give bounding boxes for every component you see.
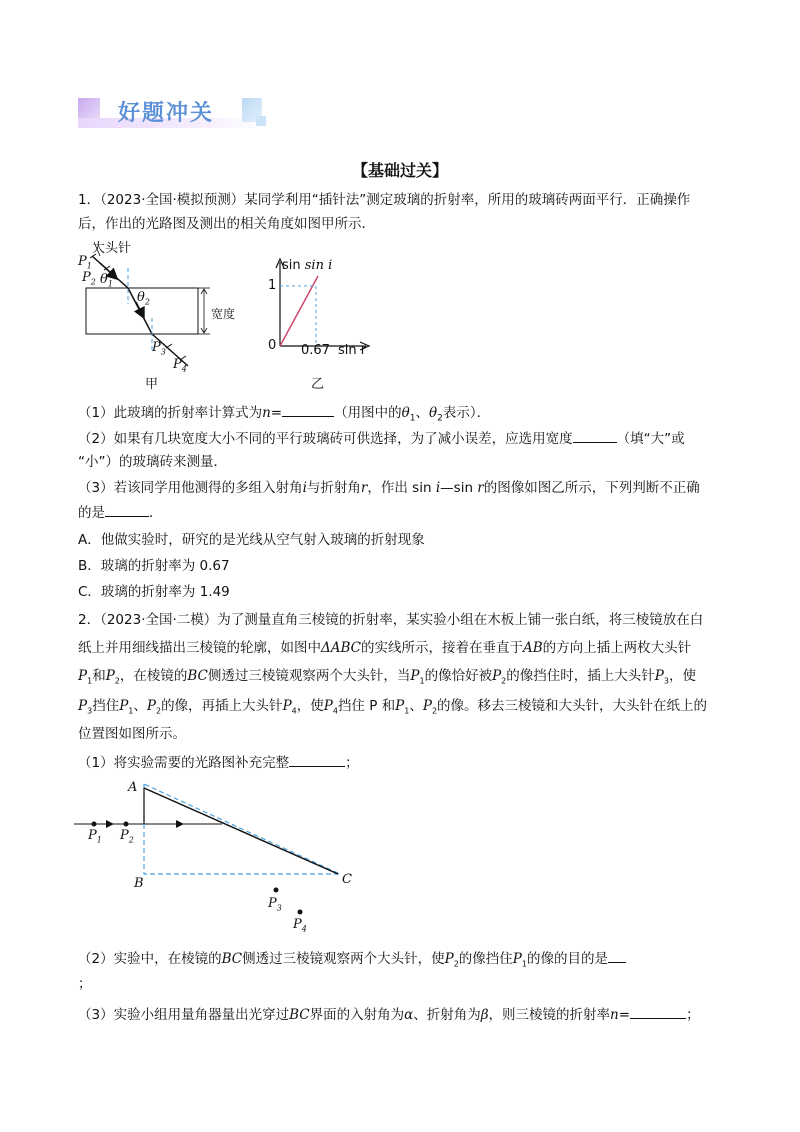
q2-stem-line1: 2．（2023·全国·二模）为了测量直角三棱镜的折射率，某实验小组在木板上铺一张白纸，将三棱镜放在白 bbox=[78, 612, 704, 628]
answer-blank[interactable] bbox=[608, 948, 626, 963]
vertex-c-label: C bbox=[342, 872, 352, 887]
prism-p4-label: $P_4$ bbox=[293, 917, 307, 934]
pin-p1 bbox=[92, 822, 97, 827]
answer-blank[interactable] bbox=[573, 428, 617, 443]
fig-p1-label: $P_1$ bbox=[78, 254, 92, 271]
fig-theta1-label: $\theta_1$ bbox=[100, 272, 113, 289]
fig-jia-caption: 甲 bbox=[145, 377, 159, 392]
fig-p4-label: $P_4$ bbox=[173, 357, 187, 374]
fig-p2-label: $P_2$ bbox=[82, 270, 96, 287]
q2-stem-line5: 位置图如图所示。 bbox=[78, 726, 186, 742]
header-banner bbox=[78, 96, 268, 134]
q1-option-a: A．他做实验时，研究的是光线从空气射入玻璃的折射现象 bbox=[78, 532, 425, 548]
q2-sub2: （2）实验中，在棱镜的BC侧透过三棱镜观察两个大头针，使$P_2$的像挡住$P_1$的像的目的是 bbox=[78, 948, 626, 975]
q2-stem-line3: $P_1$和$P_2$，在棱镜的BC侧透过三棱镜观察两个大头针，当$P_1$的像恰好被$P_2$的像挡住时，插上大头针$P_3$，使 bbox=[78, 668, 696, 686]
vertex-b-label: B bbox=[134, 876, 144, 891]
header-title: 好题冲关 bbox=[118, 101, 215, 126]
yi-xtick: 0.67 bbox=[301, 343, 330, 358]
answer-blank[interactable] bbox=[289, 752, 345, 767]
section-title: 【基础过关】 bbox=[351, 161, 448, 180]
q1-sub3-line2: 的是 ． bbox=[78, 502, 163, 523]
width-label: 宽度 bbox=[211, 307, 236, 321]
q2-stem-line2: 纸上并用细线描出三棱镜的轮廓，如图中ΔABC的实线所示，接着在垂直于AB的方向上插上两枚大头针 bbox=[78, 640, 692, 656]
prism-p1-label: $P_1$ bbox=[88, 828, 102, 845]
q1-stem-line1: 1．（2023·全国·模拟预测）某同学利用“插针法”测定玻璃的折射率，所用的玻璃砖两面平行．正确操作 bbox=[78, 192, 691, 208]
pin-p2 bbox=[124, 822, 129, 827]
pin-label: 大头针 bbox=[92, 241, 132, 256]
yi-origin: 0 bbox=[268, 338, 277, 353]
answer-blank[interactable] bbox=[630, 1004, 686, 1019]
answer-blank[interactable] bbox=[282, 402, 334, 417]
fig-yi-caption: 乙 bbox=[311, 377, 325, 392]
yi-xlabel: sin r bbox=[338, 343, 367, 358]
prism-p2-label: $P_2$ bbox=[120, 828, 134, 845]
q1-option-b: B．玻璃的折射率为 0.67 bbox=[78, 558, 230, 574]
q2-sub1: （1）将实验需要的光路图补充完整 ； bbox=[78, 752, 359, 773]
q1-stem-line2: 后，作出的光路图及测出的相关角度如图甲所示． bbox=[78, 216, 375, 232]
fig-theta2-label: $\theta_2$ bbox=[137, 290, 150, 307]
banner-decor-square-small bbox=[256, 116, 266, 126]
prism-edge-ac bbox=[144, 788, 338, 874]
yi-ylabel: sin sin i bbox=[282, 258, 333, 273]
vertex-a-label: A bbox=[128, 780, 138, 795]
prism-dashed-outline bbox=[144, 784, 340, 874]
q1-sub2-line1: （2）如果有几块宽度大小不同的平行玻璃砖可供选择，为了减小误差，应选用宽度 （填“大”或 bbox=[78, 428, 685, 449]
yi-ytick: 1 bbox=[268, 278, 277, 293]
q2-prism-figure bbox=[70, 778, 360, 938]
pin-p3 bbox=[274, 888, 279, 893]
q1-option-c: C．玻璃的折射率为 1.49 bbox=[78, 584, 230, 600]
fig-p3-label: $P_3$ bbox=[152, 340, 166, 357]
q2-stem-line4: $P_3$挡住$P_1$、$P_2$的像，再插上大头针$P_4$，使$P_4$挡住 P 和$P_1$、$P_2$的像。移去三棱镜和大头针，大头针在纸上的 bbox=[78, 698, 708, 716]
q2-sub3: （3）实验小组用量角器量出光穿过BC界面的入射角为α、折射角为β，则三棱镜的折射率n= ； bbox=[78, 1004, 700, 1025]
pin-p4 bbox=[298, 910, 303, 915]
q1-sub3-line1: （3）若该同学用他测得的多组入射角i与折射角r，作出 sin i—sin r的图像如图乙所示，下列判断不正确 bbox=[78, 480, 700, 496]
q1-sub2-line2: “小”）的玻璃砖来测量． bbox=[78, 454, 227, 470]
prism-p3-label: $P_3$ bbox=[268, 896, 282, 913]
q2-sub2-end: ； bbox=[78, 976, 92, 992]
answer-blank[interactable] bbox=[105, 502, 149, 517]
q1-sub1: （1）此玻璃的折射率计算式为n= （用图中的$\theta_1$、$\theta_2$表示）． bbox=[78, 402, 490, 429]
